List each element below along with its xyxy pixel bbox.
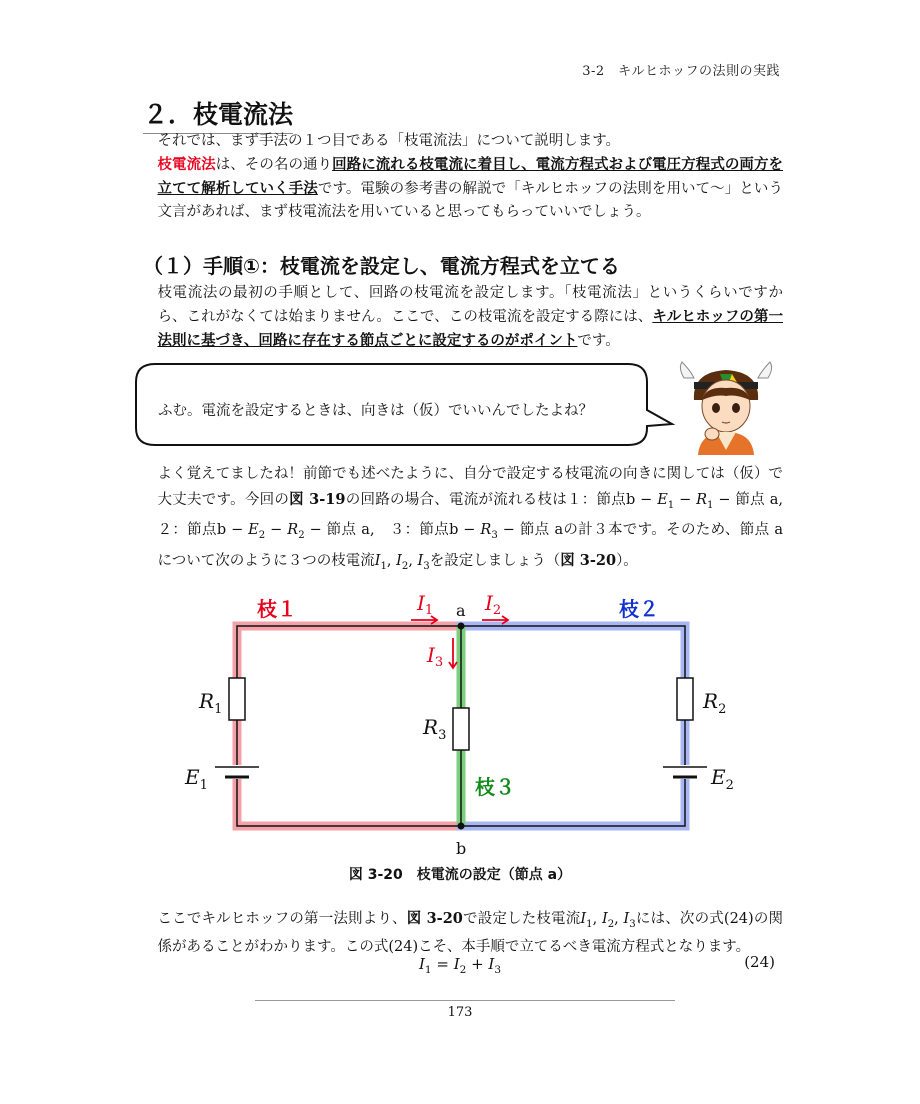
- figure-reference: 図 3-20: [406, 910, 463, 927]
- label-i1: $I_1$: [417, 591, 434, 618]
- node-a-dot: [458, 623, 465, 630]
- label-i3: $I_3$: [427, 643, 444, 670]
- label-i2: $I_2$: [485, 591, 502, 618]
- equation-24: $I_1 = I_2 + I_3$: [418, 955, 502, 976]
- student-character-avatar: [676, 360, 776, 455]
- label-node-a: a: [456, 601, 466, 620]
- step1-paragraph: 枝電流法の最初の手順として、回路の枝電流を設定します。「枝電流法」というくらいですから、これがなくては始まりません。ここで、この枝電流を設定する際には、キルヒホッフの第一法則に基づき、回路に存在する節点ごとに設定するのがポイントです。: [157, 285, 783, 349]
- term-highlight: 枝電流法: [157, 156, 216, 173]
- footer-rule: [255, 1000, 675, 1001]
- resistor-r2: [677, 678, 693, 720]
- label-e2: $E_2$: [711, 765, 734, 793]
- label-branch1: 枝１: [257, 597, 297, 621]
- figure-reference: 図 3-20: [560, 551, 617, 569]
- intro-line-1: それでは、まず手法の１つ目である「枝電流法」について説明します。: [157, 133, 621, 149]
- battery-e2: [663, 765, 707, 779]
- page-number: 173: [447, 1005, 473, 1020]
- figure-caption: 図 3-20 枝電流の設定（節点 a）: [348, 867, 572, 883]
- key-point-underlined: キルヒホッフの第一法則に基づき、回路に存在する節点ごとに設定するのがポイント: [157, 308, 783, 349]
- resistor-r1: [229, 678, 245, 720]
- section-title: ２．枝電流法: [143, 95, 293, 134]
- node-b-dot: [458, 823, 465, 830]
- first-law-paragraph: ここでキルヒホッフの第一法則より、図 3-20で設定した枝電流$I_1$, $I_2$, $I_3$には、次の式(24)の関係があることがわかります。この式(24)こそ、本手順で立てるべき電流方程式となります。: [157, 910, 784, 955]
- battery-e1: [215, 765, 259, 779]
- label-r2: $R_2$: [703, 689, 727, 717]
- circuit-diagram: [175, 582, 735, 862]
- speech-bubble-text: ふむ。電流を設定するときは、向きは（仮）でいいんでしたよね？: [158, 403, 593, 419]
- step1-heading: （１）手順①：枝電流を設定し、電流方程式を立てる: [143, 254, 620, 278]
- arrow-i3: [449, 638, 457, 668]
- label-e1: $E_1$: [185, 765, 208, 793]
- branch-explanation-paragraph: よく覚えてましたね！前節でも述べたように、自分で設定する枝電流の向きに関しては（仮）で大丈夫です。今回の図 3-19の回路の場合、電流が流れる枝は１：節点$b - E_1 - R_1$ − 節点 a, ２：節点$b - E_2 - R_2$ − 節点 a, ３：節点$b - R_3$ − 節点 aの計３本です。そのため、節点 a について次のように３つの枝電流$I_1$, $I_2$, $I_3$を設定しましょう（図 3-20）。: [157, 466, 798, 572]
- label-r1: $R_1$: [199, 689, 223, 717]
- label-branch2: 枝２: [619, 597, 659, 621]
- running-header: 3-2 キルヒホッフの法則の実践: [582, 64, 780, 79]
- label-branch3: 枝３: [475, 775, 515, 799]
- label-r3: $R_3$: [423, 715, 447, 743]
- label-node-b: b: [456, 839, 467, 858]
- resistor-r3: [453, 708, 469, 750]
- figure-reference: 図 3-19: [289, 491, 346, 508]
- key-point-underlined: 回路に流れる枝電流に着目し、電流方程式および電圧方程式の両方を立てて解析していく手法: [157, 156, 784, 197]
- intro-line-2: 枝電流法は、その名の通り回路に流れる枝電流に着目し、電流方程式および電圧方程式の両方を立てて解析していく手法です。電験の参考書の解説で「キルヒホッフの法則を用いて〜」という文言があれば、まず枝電流法を用いていると思ってもらっていいでしょう。: [157, 156, 784, 220]
- equation-number: (24): [744, 953, 775, 971]
